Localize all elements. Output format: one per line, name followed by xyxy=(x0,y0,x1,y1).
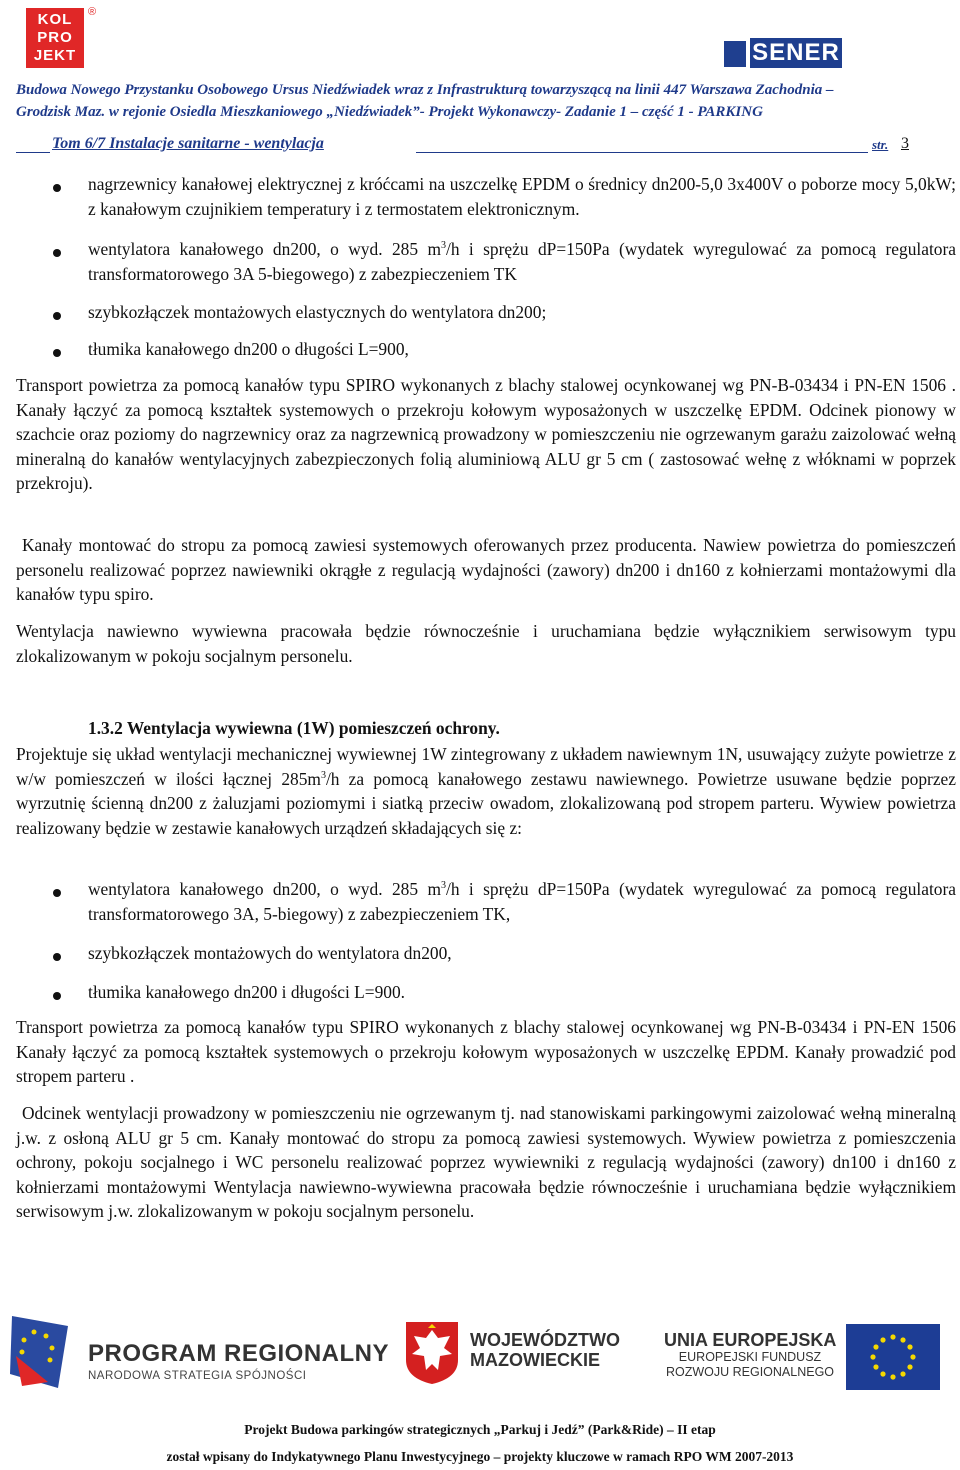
bullet-icon xyxy=(53,992,61,1000)
list-item: tłumika kanałowego dn200 i długości L=900. xyxy=(88,982,405,1002)
paragraph: Transport powietrza za pomocą kanałów typu SPIRO wykonanych z blachy stalowej ocynkowanej wg PN-B-03434 i PN-EN 1506 Kanały łączyć za pomocą kształtek systemowych o przekroju kołowym wyposażonych w uszczelkę EPDM. Kanały prowadzić pod stropem parteru . xyxy=(16,1017,956,1086)
eu-flag-icon xyxy=(846,1324,940,1390)
list-item: tłumika kanałowego dn200 o długości L=900, xyxy=(88,339,409,359)
eu-logo-text xyxy=(664,1330,836,1380)
logo-line-1: KOL xyxy=(37,11,73,28)
bullet-icon xyxy=(53,889,61,897)
registered-mark: ® xyxy=(88,6,97,18)
list-item: szybkozłączek montażowych do wentylatora dn200, xyxy=(88,943,452,963)
sener-logo xyxy=(724,38,842,68)
wojewodztwo-line-2: MAZOWIECKIE xyxy=(470,1350,600,1370)
eu-fund-line-1: EUROPEJSKI FUNDUSZ xyxy=(678,1350,822,1364)
eu-fund-line-2: ROZWOJU REGIONALNEGO xyxy=(665,1365,835,1379)
sener-logo-text: SENER xyxy=(750,38,842,68)
superscript: 3 xyxy=(440,240,446,251)
underline-left xyxy=(16,152,50,153)
text-part: wentylatora kanałowego dn200, o wyd. 285 m xyxy=(88,879,441,899)
paragraph: Kanały montować do stropu za pomocą zawiesi systemowych oferowanych przez producenta. Nawiew powietrza do pomieszczeń personelu realizować poprzez nawiewniki okrągłe z regulacją wydajności (zawory) dn200 i dn160 z kołnierzami montażowymi dla kanałów typu spiro. xyxy=(16,535,956,604)
text-part: Projektuje się układ wentylacji mechanicznej wywiewnej 1W zintegrowany z układem nawiewnym 1N, usuwający zużyte powietrze z w/w pomieszczeń w ilości łącznej 285m xyxy=(16,744,956,789)
eu-title: UNIA EUROPEJSKA xyxy=(664,1330,837,1350)
bullet-icon xyxy=(53,953,61,961)
text-part: /h i sprężu dP=150Pa (wydatek wyregulować za pomocą regulatora transformatorowego 3A 5-biegowego) z zabezpieczeniem TK xyxy=(88,239,956,284)
list-item xyxy=(88,877,956,926)
paragraph xyxy=(16,742,956,840)
page-label: str. xyxy=(872,137,889,152)
bullet-icon xyxy=(53,249,61,257)
project-title-line-2: Grodzisk Maz. w rejonie Osiedla Mieszkaniowego „Niedźwiadek”- Projekt Wykonawczy- Zadanie 1 – część 1 - PARKING xyxy=(16,104,763,120)
footer-funding-line: został wpisany do Indykatywnego Planu Inwestycyjnego – projekty kluczowe w ramach RPO WM 2007-2013 xyxy=(166,1449,794,1464)
kolprojekt-logo xyxy=(26,6,97,68)
list-item: nagrzewnicy kanałowej elektrycznej z króćcami na uszczelkę EPDM o średnicy dn200-5,0 3x400V o poborze mocy 5,0kW; z kanałowym czujnikiem temperatury i z termostatem elektronicznym. xyxy=(88,174,956,219)
paragraph: Odcinek wentylacji prowadzony w pomieszczeniu nie ogrzewanym tj. nad stanowiskami parkingowymi zaizolować wełną mineralną j.w. z osłoną ALU gr 5 cm. Kanały montować do stropu za pomocą zawiesi systemowych. Wywiew powietrza z pomieszczenia ochrony, pokoju socjalnego i WC personelu realizować poprzez wywiewniki z regulacją wydajności (zawory) dn100 i dn160 z kołnierzami montażowymi Wentylacja nawiewno-wywiewna pracowała będzie równocześnie i uruchamiana będzie wyłącznikiem serwisowym j.w. zlokalizowanym w pokoju socjalnym personelu. xyxy=(16,1103,956,1221)
program-regionalny-logo xyxy=(8,1312,388,1392)
underline-right xyxy=(416,152,868,153)
bullet-icon xyxy=(53,184,61,192)
mazowieckie-eagle-icon xyxy=(404,1320,460,1386)
volume-title-row xyxy=(16,135,940,157)
wojewodztwo-line-1: WOJEWÓDZTWO xyxy=(470,1330,620,1350)
text-part: wentylatora kanałowego dn200, o wyd. 285 m xyxy=(88,239,441,259)
list-item xyxy=(88,237,956,286)
footer-project-line: Projekt Budowa parkingów strategicznych „Parkuj i Jedź” (Park&Ride) – II etap xyxy=(244,1422,716,1437)
text-part: /h i sprężu dP=150Pa (wydatek wyregulować za pomocą regulatora transformatorowego 3A, 5-biegowy) z zabezpieczeniem TK, xyxy=(88,879,956,924)
eu-cohesion-flag-icon xyxy=(8,1312,76,1392)
section-heading: 1.3.2 Wentylacja wywiewna (1W) pomieszczeń ochrony. xyxy=(88,718,500,738)
page-number: 3 xyxy=(901,135,909,152)
text-part: /h za pomocą kanałowego zestawu nawiewnego. Powietrze usuwane będzie poprzez wyrzutnię ścienną dn200 z żaluzjami poziomymi i siatką przeciw owadom, zlokalizowaną pod stropem parteru. Wywiew powietrza realizowany będzie w zestawie kanałowych urządzeń składających się z: xyxy=(16,768,956,838)
project-title-line-1: Budowa Nowego Przystanku Osobowego Ursus Niedźwiadek wraz z Infrastrukturą towarzyszącą na linii 447 Warszawa Zachodnia – xyxy=(16,82,834,98)
program-title: PROGRAM REGIONALNY xyxy=(88,1340,390,1367)
bullet-icon xyxy=(53,349,61,357)
program-subtitle: NARODOWA STRATEGIA SPÓJNOŚCI xyxy=(88,1370,307,1382)
logo-line-3: JEKT xyxy=(33,47,77,64)
list-item: szybkozłączek montażowych elastycznych do wentylatora dn200; xyxy=(88,302,547,322)
volume-title: Tom 6/7 Instalacje sanitarne - wentylacja xyxy=(52,135,324,152)
paragraph: Transport powietrza za pomocą kanałów typu SPIRO wykonanych z blachy stalowej ocynkowanej wg PN-B-03434 i PN-EN 1506 . Kanały łączyć za pomocą kształtek systemowych o przekroju kołowym wyposażonych w uszczelkę EPDM. Odcinek pionowy w szachcie oraz poziomy do nagrzewnicy oraz za nagrzewnicą prowadzony w pomieszczeniu nie ogrzewanym garażu zaizolować wełną mineralną do kanałów wentylacyjnych zabezpieczonych folią aluminiową ALU gr 5 cm ( zastosować wełnę z włóknami w poprzek przekroju). xyxy=(16,375,956,493)
logo-line-2: PRO xyxy=(37,29,73,46)
sener-emblem-icon xyxy=(724,41,746,67)
superscript: 3 xyxy=(440,880,446,891)
wojewodztwo-logo-text xyxy=(470,1330,620,1370)
paragraph: Wentylacja nawiewno wywiewna pracowała będzie równocześnie i uruchamiana będzie wyłącznikiem serwisowym typu zlokalizowanym w pokoju socjalnym personelu. xyxy=(16,621,956,666)
bullet-icon xyxy=(53,312,61,320)
superscript: 3 xyxy=(320,769,326,781)
